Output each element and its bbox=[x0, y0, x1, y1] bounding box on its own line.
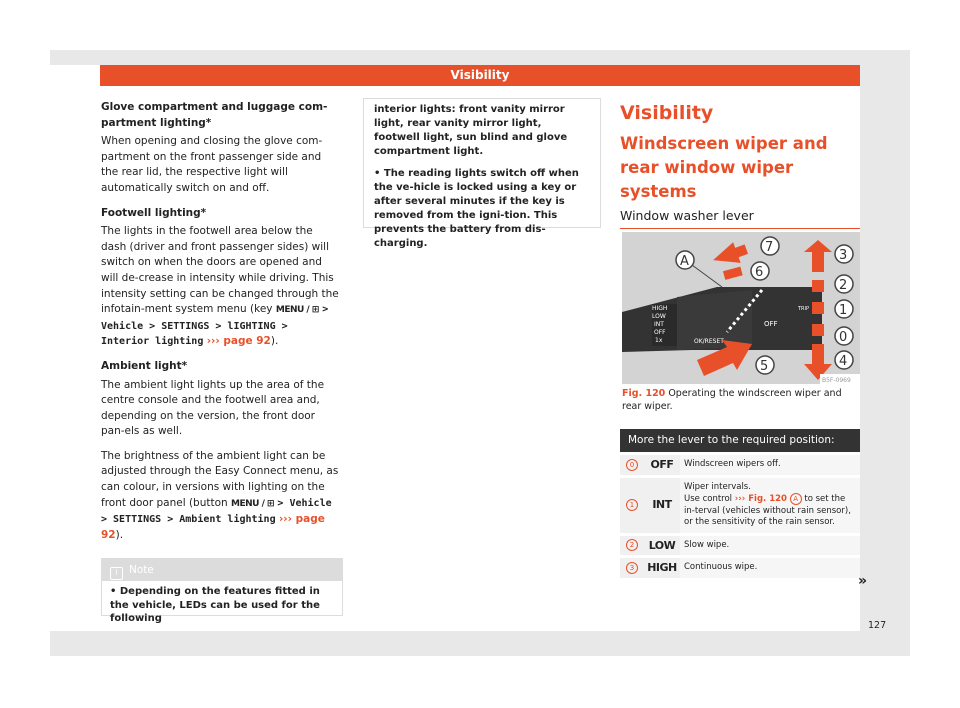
continue-marker: » bbox=[858, 573, 868, 589]
lever-off-label: OFF bbox=[764, 320, 778, 328]
callout-label: 5 bbox=[760, 359, 769, 374]
table-header: More the lever to the required position: bbox=[620, 429, 860, 452]
lever-position-label: 1x bbox=[655, 337, 663, 344]
callout-label: 7 bbox=[765, 240, 774, 255]
figure-label: Fig. 120 bbox=[622, 388, 666, 399]
section-title: Glove compartment and luggage com-partment lighting* bbox=[101, 101, 328, 129]
note-text: • The reading lights switch off when the ve-hicle is locked using a key or after several minutes if the key is removed from the igni-tion. This prevents the battery from dis-charging. bbox=[374, 168, 579, 249]
lever-position-label: LOW bbox=[652, 313, 666, 320]
position-number: 1 bbox=[626, 499, 638, 511]
figure-caption: Fig. 120 Operating the windscreen wiper and rear wiper. bbox=[622, 388, 842, 412]
position-symbol: OFF bbox=[650, 458, 674, 471]
position-number: 2 bbox=[626, 539, 638, 551]
info-icon: i bbox=[110, 567, 123, 580]
lever-position-label: HIGH bbox=[652, 305, 668, 312]
page-link[interactable]: ››› page 92 bbox=[101, 513, 325, 541]
position-description: Slow wipe. bbox=[680, 536, 860, 556]
menu-key-icon: MENU / ⊞ bbox=[275, 305, 319, 316]
position-symbol: HIGH bbox=[647, 561, 677, 574]
section-title: Ambient light* bbox=[101, 359, 188, 372]
callout-label: A bbox=[680, 254, 689, 269]
callout-label: 0 bbox=[839, 330, 848, 345]
paragraph: The ambient light lights up the area of the centre console and the footwell area and, depending on the version, the front door pan-els as well. bbox=[101, 378, 325, 438]
paragraph: When opening and closing the glove com-partment on the front passenger side and the rear lid, the respective light will automatically switch on and off. bbox=[101, 135, 323, 194]
position-number: 3 bbox=[626, 562, 638, 574]
table-row bbox=[620, 558, 860, 578]
lever-position-label: INT bbox=[654, 321, 664, 328]
callout-label: 2 bbox=[839, 278, 848, 293]
callout-label: 1 bbox=[839, 303, 848, 318]
note-text: interior lights: front vanity mirror light, rear vanity mirror light, footwell light, sun blind and glove compartment light. bbox=[374, 104, 568, 157]
ok-reset-label: OK/RESET bbox=[694, 338, 724, 345]
lever-position-label: OFF bbox=[654, 329, 666, 336]
page-number: 127 bbox=[868, 620, 887, 631]
header-bar: Visibility bbox=[100, 65, 860, 86]
paragraph: The lights in the footwell area below the dash (driver and front passenger sides) will switch on when the doors are opened and will de-crease in intensity while driving. This intensity setting can be changed through the infotain-ment system menu (key MENU / ⊞ > Vehicle > SETTINGS > lIGHTING > Interior lighting ››› page 92). bbox=[101, 225, 339, 348]
menu-key-icon: MENU / ⊞ bbox=[231, 498, 275, 509]
callout-label: 6 bbox=[755, 265, 764, 280]
note-box bbox=[101, 558, 343, 624]
section-heading: Windscreen wiper and rear window wiper systems bbox=[620, 134, 828, 201]
position-symbol: INT bbox=[652, 498, 672, 512]
table-row bbox=[620, 455, 860, 475]
note-continuation bbox=[363, 98, 601, 249]
callout-label: 3 bbox=[839, 248, 848, 263]
position-description: Wiper intervals. Use control ››› Fig. 120 A to set the in-terval (vehicles without rain sensor), or the sensitivity of the rain sensor. bbox=[680, 478, 860, 533]
callout-label: 4 bbox=[839, 354, 848, 369]
trip-label: TRIP bbox=[798, 306, 810, 312]
position-description: Continuous wipe. bbox=[680, 558, 860, 578]
figure-link[interactable]: ››› Fig. 120 bbox=[734, 494, 787, 504]
page-link[interactable]: ››› page 92 bbox=[206, 335, 271, 348]
position-description: Windscreen wipers off. bbox=[680, 455, 860, 475]
column-left bbox=[101, 100, 341, 552]
position-symbol: LOW bbox=[648, 538, 676, 552]
lever-position-table bbox=[620, 455, 860, 581]
section-title: Footwell lighting* bbox=[101, 206, 207, 219]
note-text: • Depending on the features fitted in the vehicle, LEDs can be used for the following bbox=[110, 586, 320, 624]
wiper-lever-figure bbox=[622, 232, 860, 384]
figure-code: B5F-0969 bbox=[822, 377, 851, 384]
subsection-heading: Window washer lever bbox=[620, 208, 860, 229]
column-right bbox=[620, 100, 860, 229]
table-row bbox=[620, 536, 860, 556]
table-row bbox=[620, 478, 860, 533]
callout-badge: A bbox=[790, 493, 802, 505]
position-number: 0 bbox=[626, 459, 638, 471]
chapter-title: Visibility bbox=[620, 102, 714, 124]
note-header: i Note bbox=[102, 559, 342, 581]
paragraph: The brightness of the ambient light can be adjusted through the Easy Connect menu, as can colour, in versions with lighting on the front door panel (button MENU / ⊞ > Vehicle > SETTINGS > Ambient lighting ››› page 92). bbox=[101, 449, 339, 541]
wiper-lever-illustration bbox=[622, 232, 860, 384]
